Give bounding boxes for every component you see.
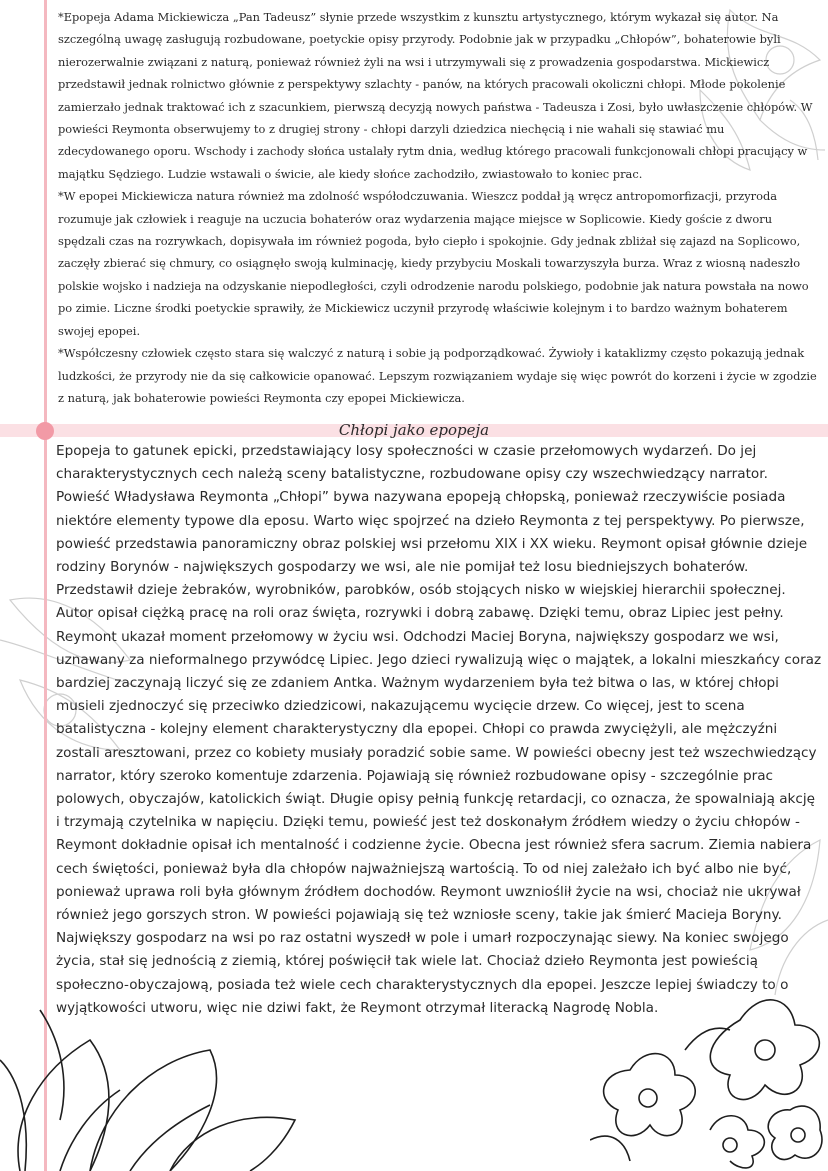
section-title: Chłopi jako epopeja <box>338 421 490 439</box>
margin-line <box>44 0 47 1171</box>
note-paragraph: *W epopei Mickiewicza natura również ma zdolność współodczuwania. Wieszcz poddał ją wręcz antropomorfizacji, przyroda rozumuje jak człowiek i reaguje na uczucia bohaterów oraz wydarzenia mające miejsce w Soplicowie. Kiedy goście z dworu spędzali czas na rozrywkach, dopisywała im również pogoda, było ciepło i spokojnie. Gdy jednak zbliżał się zajazd na Soplicowo, zaczęły zbierać się chmury, co osiągnęło swoją kulminację, kiedy przybyciu Moskali towarzyszyła burza. Wraz z wiosną nadeszło polskie wojsko i nadzieja na odzyskanie niepodległości, czyli odrodzenie narodu polskiego, podobnie jak natura powstała na nowo po zimie. Liczne środki poetyckie sprawiły, że Mickiewicz uczynił przyrodę właściwie kolejnym i to bardzo ważnym bohaterem swojej epopei. <box>58 189 809 338</box>
notes-block <box>58 6 818 409</box>
note-paragraph: *Współczesny człowiek często stara się walczyć z naturą i sobie ją podporządkować. Żywioły i kataklizmy często pokazują jednak ludzkości, że przyrody nie da się całkowicie opanować. Lepszym rozwiązaniem wydaje się więc powrót do korzeni i życie w zgodzie z naturą, jak bohaterowie powieści Reymonta czy epopei Mickiewicza. <box>58 346 817 405</box>
section-body: Epopeja to gatunek epicki, przedstawiający losy społeczności w czasie przełomowych wydarzeń. Do jej charakterystycznych cech należą sceny batalistyczne, rozbudowane opisy czy wszechwiedzący narrator. Powieść Władysława Reymonta „Chłopi” bywa nazywana epopeją chłopską, ponieważ rzeczywiście posiada niektóre elementy typowe dla eposu. Warto więc spojrzeć na dzieło Reymonta z tej perspektywy. Po pierwsze, powieść przedstawia panoramiczny obraz polskiej wsi przełomu XIX i XX wieku. Reymont opisał głównie dzieje rodziny Borynów - największych gospodarzy we wsi, ale nie pomijał też losu biedniejszych bohaterów. Przedstawił dzieje żebraków, wyrobników, parobków, osób stojących nisko w wiejskiej hierarchii społecznej. Autor opisał ciężką pracę na roli oraz święta, rozrywki i dobrą zabawę. Dzięki temu, obraz Lipiec jest pełny. Reymont ukazał moment przełomowy w życiu wsi. Odchodzi Maciej Boryna, największy gospodarz we wsi, uznawany za nieformalnego przywódcę Lipiec. Jego dzieci rywalizują więc o majątek, a lokalni mieszkańcy coraz bardziej zaczynają liczyć się ze zdaniem Antka. Ważnym wydarzeniem była też bitwa o las, w której chłopi musieli zjednoczyć się przeciwko dziedzicowi, nakazującemu wycięcie drzew. Co więcej, jest to scena batalistyczna - kolejny element charakterystyczny dla epopei. Chłopi co prawda zwyciężyli, ale mężczyźni zostali aresztowani, przez co kobiety musiały poradzić sobie same. W powieści obecny jest też wszechwiedzący narrator, który szeroko komentuje zdarzenia. Pojawiają się również rozbudowane opisy - szczególnie prac polowych, obyczajów, katolickich świąt. Długie opisy pełnią funkcję retardacji, co oznacza, że spowalniają akcję i trzymają czytelnika w napięciu. Dzięki temu, powieść jest też doskonałym źródłem wiedzy o życiu chłopów - Reymont dokładnie opisał ich mentalność i codzienne życie. Obecna jest również sfera sacrum. Ziemia nabiera cech świętości, ponieważ była dla chłopów najważniejszą wartością. To od niej zależało ich być albo nie być, ponieważ uprawa roli była głównym źródłem dochodów. Reymont uwznioślił życie na wsi, chociaż nie ukrywał również jego gorszych stron. W powieści pojawiają się też wzniosłe sceny, takie jak śmierć Macieja Boryny. Największy gospodarz na wsi po raz ostatni wyszedł w pole i umarł rozpoczynając siewy. Na koniec swojego życia, stał się jednością z ziemią, której poświęcił tak wiele lat. Chociaż dzieło Reymonta jest powieścią społeczno-obyczajową, posiada też wiele cech charakterystycznych dla epopei. Jeszcze lepiej świadczy to o wyjątkowości utworu, więc nie dziwi fakt, że Reymont otrzymał literacką Nagrodę Nobla. <box>56 443 822 1016</box>
note-paragraph: *Epopeja Adama Mickiewicza „Pan Tadeusz” słynie przede wszystkim z kunsztu artystycznego, którym wykazał się autor. Na szczególną uwagę zasługują rozbudowane, poetyckie opisy przyrody. Podobnie jak w przypadku „Chłopów”, bohaterowie byli nierozerwalnie związani z naturą, ponieważ również żyli na wsi i utrzymywali się z prowadzenia gospodarstwa. Mickiewicz przedstawił jednak rolnictwo głównie z perspektywy szlachty - panów, na których pracowali okoliczni chłopi. Młode pokolenie zamierzało jednak traktować ich z szacunkiem, pierwszą decyzją nowych państwa - Tadeusza i Zosi, było uwłaszczenie chłopów. W powieści Reymonta obserwujemy to z drugiej strony - chłopi darzyli dziedzica niechęcią i nie wahali się stawiać mu zdecydowanego oporu. Wschody i zachody słońca ustalały rytm dnia, według którego pracowali funkcjonowali chłopi pracujący w majątku Sędziego. Ludzie wstawali o świcie, ale kiedy słońce zachodziło, zwiastowało to koniec prac. <box>58 10 813 181</box>
